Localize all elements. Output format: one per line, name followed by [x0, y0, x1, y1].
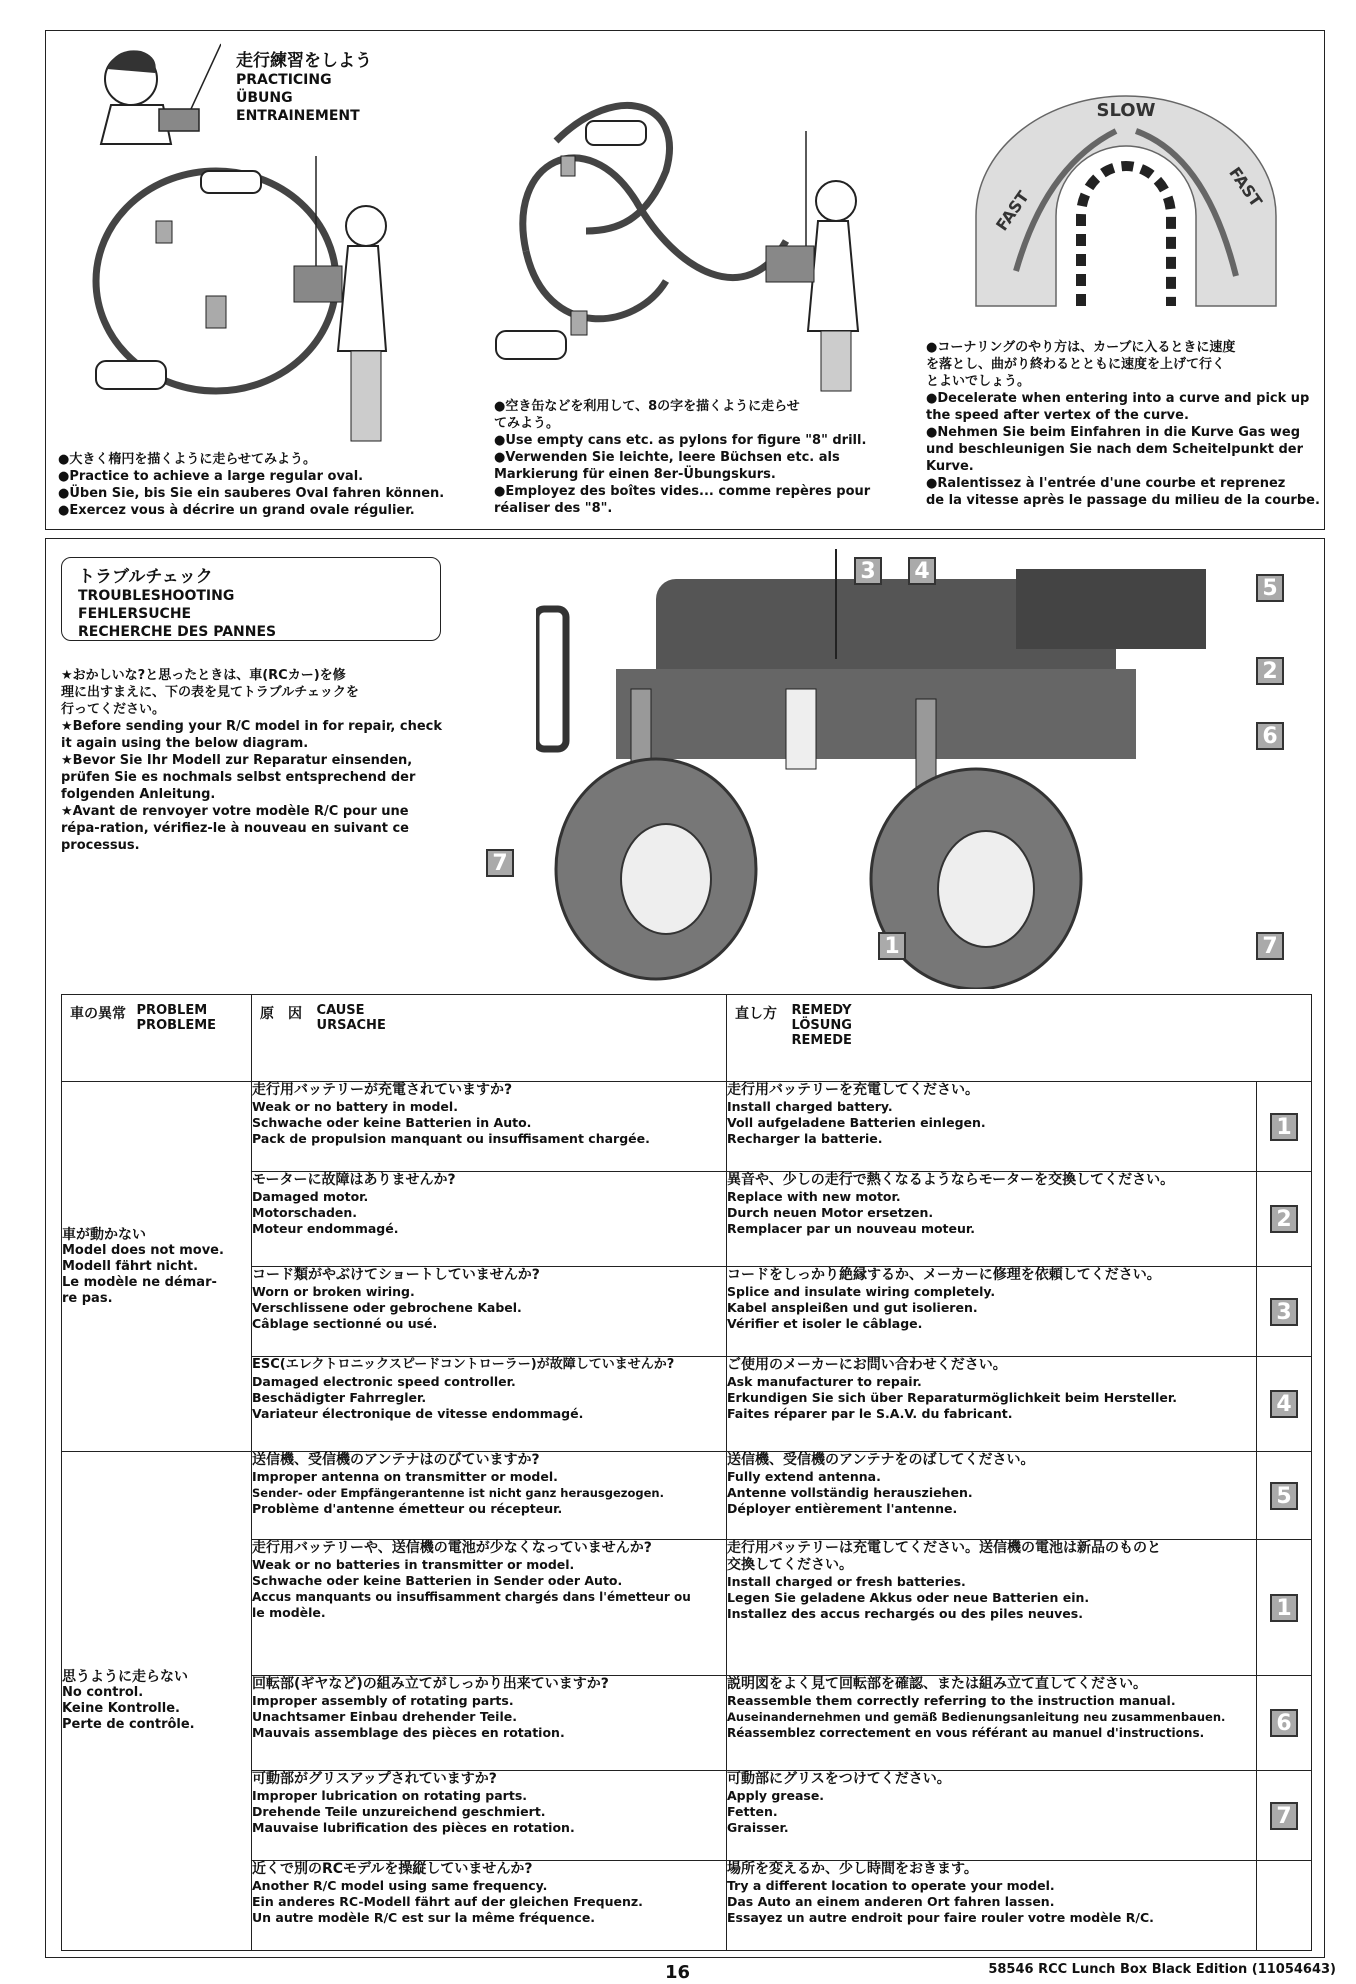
- problem-line: No control.: [62, 1685, 144, 1700]
- cause-line: Problème d'antenne émetteur ou récepteur.: [252, 1501, 563, 1516]
- curve-line: the speed after vertex of the curve.: [926, 408, 1189, 423]
- problem-line: Keine Kontrolle.: [62, 1701, 180, 1716]
- intro-line: it again using the below diagram.: [61, 736, 309, 751]
- troubleshooting-title-en: TROUBLESHOOTING: [78, 588, 235, 604]
- remedy-line: Installez des accus rechargés ou des piles neuves.: [727, 1606, 1083, 1621]
- remedy-line: Déployer entièrement l'antenne.: [727, 1501, 958, 1516]
- oval-course-illustration: [66, 151, 456, 461]
- cause-line: Moteur endommagé.: [252, 1221, 399, 1236]
- remedy-line: Durch neuen Motor ersetzen.: [727, 1205, 934, 1220]
- table-row: [62, 1082, 1312, 1172]
- curve-line: ●Decelerate when entering into a curve and pick up: [926, 391, 1310, 406]
- problem-line: Perte de contrôle.: [62, 1717, 195, 1732]
- ref-cell: [1257, 1452, 1312, 1540]
- cause-cell: [252, 1267, 727, 1357]
- oval-line: ●Üben Sie, bis Sie ein sauberes Oval fahren können.: [58, 486, 445, 501]
- figure8-line: ●Use empty cans etc. as pylons for figure "8" drill.: [494, 433, 867, 448]
- cause-line: Weak or no battery in model.: [252, 1099, 458, 1114]
- troubleshooting-title-de: FEHLERSUCHE: [78, 606, 192, 622]
- figure8-line: réaliser des "8".: [494, 501, 613, 516]
- problem-line: Modell fährt nicht.: [62, 1258, 199, 1274]
- callout-7-left: 7: [486, 849, 514, 877]
- header-problem-fr: PROBLEME: [136, 1018, 217, 1033]
- problem-line: Le modèle ne démar-: [62, 1274, 217, 1290]
- intro-line: 理に出すまえに、下の表を見てトラブルチェックを: [61, 685, 359, 700]
- intro-line: ★おかしいな?と思ったときは、車(RCカー)を修: [61, 668, 346, 683]
- cause-line: 近くで別のRCモデルを操縦していませんか?: [252, 1861, 533, 1877]
- remedy-cell: [727, 1172, 1257, 1267]
- troubleshooting-table: [61, 994, 1312, 1951]
- curve-line: を落とし、曲がり終わるとともに速度を上げて行く: [926, 357, 1226, 372]
- ref-number: 3: [1270, 1298, 1298, 1326]
- ref-number: 1: [1270, 1594, 1298, 1622]
- ref-cell: [1257, 1357, 1312, 1452]
- troubleshooting-title-jp: トラブルチェック: [78, 567, 213, 587]
- cause-line: Variateur électronique de vitesse endommagé.: [252, 1406, 584, 1421]
- cause-line: Verschlissene oder gebrochene Kabel.: [252, 1300, 522, 1315]
- remedy-line: Faites réparer par le S.A.V. du fabricant.: [727, 1406, 1013, 1421]
- ref-cell: [1257, 1676, 1312, 1771]
- intro-line: ★Bevor Sie Ihr Modell zur Reparatur einsenden,: [61, 753, 413, 768]
- intro-line: 行ってください。: [61, 702, 166, 717]
- problem-line: 車が動かない: [62, 1226, 146, 1243]
- ref-number: 5: [1270, 1482, 1298, 1510]
- cause-line: Damaged electronic speed controller.: [252, 1374, 516, 1389]
- problem-does-not-move: [62, 1082, 252, 1452]
- header-problem: [62, 995, 252, 1082]
- header-remedy-de: LÖSUNG: [791, 1018, 852, 1033]
- remedy-line: Install charged battery.: [727, 1099, 893, 1114]
- remedy-line: コードをしっかり絶縁するか、メーカーに修理を依頼してください。: [727, 1267, 1161, 1283]
- remedy-cell: [727, 1267, 1257, 1357]
- remedy-line: Fully extend antenna.: [727, 1469, 881, 1484]
- cause-line: Mauvaise lubrification des pièces en rotation.: [252, 1820, 575, 1835]
- curve-slow-fast-diagram: [966, 76, 1286, 336]
- remedy-cell: [727, 1771, 1257, 1861]
- ref-number: 7: [1270, 1802, 1298, 1830]
- curve-line: ●コーナリングのやり方は、カーブに入るときに速度: [926, 340, 1236, 355]
- header-cause: [252, 995, 727, 1082]
- cause-line: le modèle.: [252, 1605, 326, 1620]
- remedy-line: ご使用のメーカーにお問い合わせください。: [727, 1357, 1007, 1373]
- cause-cell: [252, 1540, 727, 1676]
- header-remedy: [727, 995, 1312, 1082]
- figure8-line: ●Verwenden Sie leichte, leere Büchsen etc. als: [494, 450, 840, 465]
- figure8-line: Markierung für einen 8er-Übungskurs.: [494, 467, 776, 482]
- intro-line: répa-ration, vérifiez-le à nouveau en suivant ce: [61, 821, 409, 836]
- remedy-line: Remplacer par un nouveau moteur.: [727, 1221, 976, 1236]
- remedy-line: Try a different location to operate your model.: [727, 1878, 1055, 1893]
- cause-line: Sender- oder Empfängerantenne ist nicht ganz herausgezogen.: [252, 1486, 664, 1500]
- header-cause-en: CAUSE: [316, 1003, 365, 1018]
- oval-line: ●Exercez vous à décrire un grand ovale régulier.: [58, 503, 415, 518]
- remedy-line: Antenne vollständig herausziehen.: [727, 1485, 973, 1500]
- table-header-row: [62, 995, 1312, 1082]
- page-number: 16: [665, 1962, 691, 1983]
- figure8-line: ●空き缶などを利用して、8の字を描くように走らせ: [494, 399, 800, 414]
- cause-line: Mauvais assemblage des pièces en rotation.: [252, 1725, 565, 1740]
- ref-cell: [1257, 1267, 1312, 1357]
- callout-1: 1: [878, 932, 906, 960]
- figure-eight-course-illustration: [486, 81, 906, 401]
- remedy-line: Splice and insulate wiring completely.: [727, 1284, 996, 1299]
- remedy-line: Das Auto an einem anderen Ort fahren lassen.: [727, 1894, 1055, 1909]
- troubleshooting-title: [61, 557, 441, 641]
- cause-line: ESC(エレクトロニックスピードコントローラー)が故障していませんか?: [252, 1357, 675, 1372]
- troubleshooting-intro: [61, 667, 442, 854]
- remedy-line: Graisser.: [727, 1820, 789, 1835]
- remedy-cell: [727, 1861, 1257, 1951]
- header-problem-jp: 車の異常: [70, 1006, 126, 1022]
- boy-with-transmitter-illustration: [71, 39, 221, 149]
- remedy-cell: [727, 1357, 1257, 1452]
- remedy-line: 場所を変えるか、少し時間をおきます。: [727, 1861, 978, 1877]
- oval-instructions: [58, 451, 444, 519]
- intro-line: processus.: [61, 838, 140, 853]
- remedy-line: 異音や、少しの走行で熱くなるようならモーターを交換してください。: [727, 1172, 1175, 1188]
- intro-line: folgenden Anleitung.: [61, 787, 216, 802]
- cause-cell: [252, 1172, 727, 1267]
- cause-line: 走行用バッテリーや、送信機の電池が少なくなっていませんか?: [252, 1540, 652, 1556]
- intro-line: prüfen Sie es nochmals selbst entsprechend der: [61, 770, 416, 785]
- practicing-panel: [45, 30, 1325, 530]
- problem-line: Model does not move.: [62, 1242, 224, 1258]
- remedy-line: Reassemble them correctly referring to the instruction manual.: [727, 1693, 1176, 1708]
- cause-line: Pack de propulsion manquant ou insuffisament chargée.: [252, 1131, 650, 1146]
- callout-5: 5: [1256, 574, 1284, 602]
- ref-cell: [1257, 1082, 1312, 1172]
- remedy-line: Replace with new motor.: [727, 1189, 901, 1204]
- cause-cell: [252, 1861, 727, 1951]
- remedy-line: Réassemblez correctement en vous référant au manuel d'instructions.: [727, 1726, 1205, 1740]
- ref-number: 4: [1270, 1390, 1298, 1418]
- cause-line: Damaged motor.: [252, 1189, 369, 1204]
- figure8-line: ●Employez des boîtes vides... comme repères pour: [494, 484, 871, 499]
- cause-line: Drehende Teile unzureichend geschmiert.: [252, 1804, 546, 1819]
- table-row: [62, 1452, 1312, 1540]
- remedy-cell: [727, 1540, 1257, 1676]
- cause-cell: [252, 1452, 727, 1540]
- cause-cell: [252, 1676, 727, 1771]
- callout-4: 4: [908, 557, 936, 585]
- remedy-line: 走行用バッテリーを充電してください。: [727, 1082, 979, 1098]
- ref-cell: [1257, 1172, 1312, 1267]
- remedy-line: Vérifier et isoler le câblage.: [727, 1316, 923, 1331]
- fast-left-label: FAST: [992, 187, 1033, 235]
- callout-3: 3: [854, 557, 882, 585]
- problem-no-control: [62, 1452, 252, 1951]
- troubleshooting-panel: [45, 538, 1325, 1958]
- oval-line: ●大きく楕円を描くように走らせてみよう。: [58, 452, 316, 467]
- intro-line: ★Before sending your R/C model in for repair, check: [61, 719, 442, 734]
- remedy-line: 送信機、受信機のアンテナをのばしてください。: [727, 1452, 1035, 1468]
- cause-line: Improper assembly of rotating parts.: [252, 1693, 514, 1708]
- remedy-line: 走行用バッテリーは充電してください。送信機の電池は新品のものと: [727, 1540, 1161, 1556]
- practicing-title: [236, 46, 476, 146]
- remedy-line: 説明図をよく見て回転部を確認、または組み立て直してください。: [727, 1676, 1147, 1692]
- troubleshooting-title-fr: RECHERCHE DES PANNES: [78, 624, 277, 640]
- cause-line: モーターに故障はありませんか?: [252, 1172, 456, 1188]
- callout-7-right: 7: [1256, 932, 1284, 960]
- ref-cell-empty: [1257, 1861, 1312, 1951]
- remedy-line: Voll aufgeladene Batterien einlegen.: [727, 1115, 986, 1130]
- cause-line: 回転部(ギヤなど)の組み立てがしっかり出来ていますか?: [252, 1676, 609, 1692]
- remedy-line: Fetten.: [727, 1804, 778, 1819]
- header-cause-jp: 原 因: [260, 1006, 302, 1022]
- slow-label: SLOW: [1096, 100, 1156, 121]
- problem-line: 思うように走らない: [62, 1669, 188, 1685]
- remedy-line: Auseinandernehmen und gemäß Bedienungsanleitung neu zusammenbauen.: [727, 1710, 1226, 1724]
- cause-line: Un autre modèle R/C est sur la même fréquence.: [252, 1910, 596, 1925]
- header-remedy-jp: 直し方: [735, 1006, 777, 1022]
- cause-line: Another R/C model using same frequency.: [252, 1878, 548, 1893]
- remedy-cell: [727, 1082, 1257, 1172]
- curve-line: ●Ralentissez à l'entrée d'une courbe et reprenez: [926, 476, 1286, 491]
- cause-line: Unachtsamer Einbau drehender Teile.: [252, 1709, 517, 1724]
- curve-line: de la vitesse après le passage du milieu de la courbe.: [926, 493, 1320, 508]
- oval-line: ●Practice to achieve a large regular oval.: [58, 469, 364, 484]
- curve-line: とよいでしょう。: [926, 374, 1031, 389]
- remedy-line: Install charged or fresh batteries.: [727, 1574, 966, 1589]
- remedy-line: Ask manufacturer to repair.: [727, 1374, 922, 1389]
- cause-line: Weak or no batteries in transmitter or model.: [252, 1557, 575, 1572]
- cause-line: Schwache oder keine Batterien in Auto.: [252, 1115, 532, 1130]
- ref-number: 2: [1270, 1205, 1298, 1233]
- figure8-line: てみよう。: [494, 416, 560, 431]
- remedy-cell: [727, 1676, 1257, 1771]
- practicing-title-de: ÜBUNG: [236, 90, 293, 106]
- practicing-title-jp: 走行練習をしよう: [236, 51, 372, 71]
- cause-line: Câblage sectionné ou usé.: [252, 1316, 438, 1331]
- ref-number: 6: [1270, 1709, 1298, 1737]
- remedy-line: Kabel anspleißen und gut isolieren.: [727, 1300, 978, 1315]
- footer-model-code: 58546 RCC Lunch Box Black Edition (11054643): [988, 1962, 1336, 1977]
- cause-line: 走行用バッテリーが充電されていますか?: [252, 1082, 513, 1098]
- remedy-line: Recharger la batterie.: [727, 1131, 883, 1146]
- remedy-line: Essayez un autre endroit pour faire rouler votre modèle R/C.: [727, 1910, 1154, 1925]
- cause-cell: [252, 1357, 727, 1452]
- header-remedy-en: REMEDY: [791, 1003, 852, 1018]
- curve-instructions: [926, 339, 1320, 509]
- ref-cell: [1257, 1540, 1312, 1676]
- cause-line: Improper antenna on transmitter or model.: [252, 1469, 558, 1484]
- cause-line: Beschädigter Fahrregler.: [252, 1390, 427, 1405]
- figure8-instructions: [494, 398, 870, 517]
- cause-cell: [252, 1771, 727, 1861]
- remedy-line: 交換してください。: [727, 1557, 853, 1573]
- remedy-line: Apply grease.: [727, 1788, 825, 1803]
- header-remedy-fr: REMEDE: [791, 1033, 852, 1048]
- cause-line: 送信機、受信機のアンテナはのびていますか?: [252, 1452, 540, 1468]
- ref-cell: [1257, 1771, 1312, 1861]
- intro-line: ★Avant de renvoyer votre modèle R/C pour une: [61, 804, 409, 819]
- cause-line: Schwache oder keine Batterien in Sender oder Auto.: [252, 1573, 623, 1588]
- practicing-title-fr: ENTRAINEMENT: [236, 108, 360, 124]
- cause-line: 可動部がグリスアップされていますか?: [252, 1771, 497, 1787]
- cause-line: Worn or broken wiring.: [252, 1284, 415, 1299]
- curve-line: Kurve.: [926, 459, 974, 474]
- cause-cell: [252, 1082, 727, 1172]
- curve-line: und beschleunigen Sie nach dem Scheitelpunkt der: [926, 442, 1303, 457]
- curve-line: ●Nehmen Sie beim Einfahren in die Kurve Gas weg: [926, 425, 1301, 440]
- cause-line: Motorschaden.: [252, 1205, 358, 1220]
- rc-chassis-photo: [536, 549, 1316, 989]
- problem-line: re pas.: [62, 1290, 113, 1306]
- header-cause-de: URSACHE: [316, 1018, 386, 1033]
- remedy-line: Legen Sie geladene Akkus oder neue Batterien ein.: [727, 1590, 1090, 1605]
- callout-6: 6: [1256, 722, 1284, 750]
- cause-line: Improper lubrication on rotating parts.: [252, 1788, 528, 1803]
- remedy-line: 可動部にグリスをつけてください。: [727, 1771, 951, 1787]
- callout-2: 2: [1256, 657, 1284, 685]
- practicing-title-en: PRACTICING: [236, 72, 332, 88]
- remedy-line: Erkundigen Sie sich über Reparaturmöglichkeit beim Hersteller.: [727, 1390, 1177, 1405]
- cause-line: コード類がやぶけてショートしていませんか?: [252, 1267, 540, 1283]
- cause-line: Ein anderes RC-Modell fährt auf der gleichen Frequenz.: [252, 1894, 643, 1909]
- remedy-cell: [727, 1452, 1257, 1540]
- fast-right-label: FAST: [1225, 163, 1266, 211]
- ref-number: 1: [1270, 1113, 1298, 1141]
- cause-line: Accus manquants ou insuffisamment chargés dans l'émetteur ou: [252, 1590, 691, 1604]
- header-problem-en: PROBLEM: [136, 1003, 208, 1018]
